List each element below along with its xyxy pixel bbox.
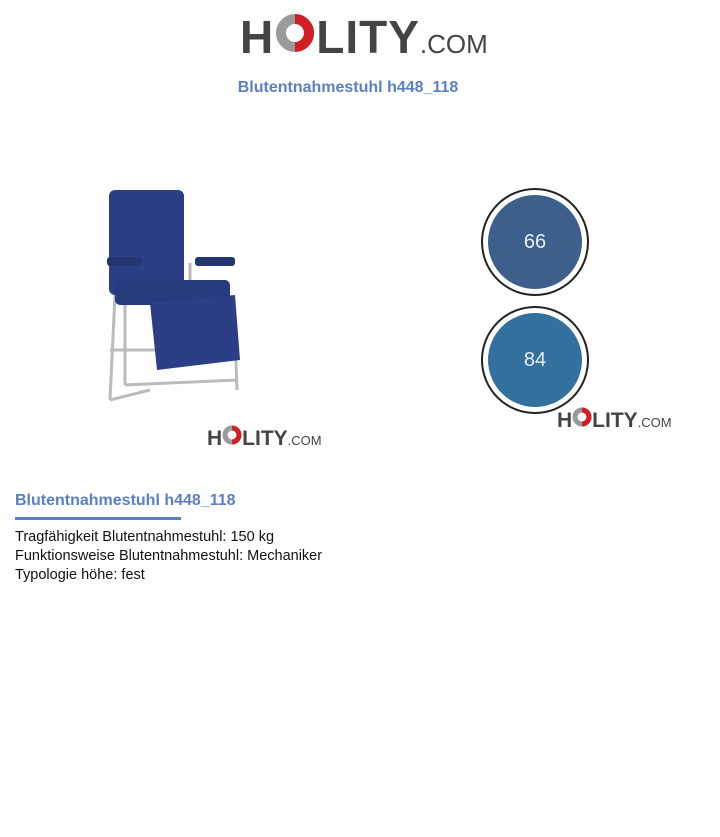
- swatch-label: 84: [488, 313, 582, 407]
- logo-text: LITY: [316, 11, 420, 63]
- logo-text: LITY: [592, 409, 638, 432]
- logo-ring-icon: [222, 425, 242, 451]
- logo-com: .COM: [637, 415, 672, 430]
- spec-item: Funktionsweise Blutentnahmestuhl: Mechaniker: [15, 548, 323, 564]
- spec-list: [15, 528, 322, 585]
- product-title: Blutentnahmestuhl h448_118: [15, 492, 236, 509]
- logo-ring-icon: [572, 407, 592, 433]
- color-swatch[interactable]: [481, 306, 589, 414]
- logo-text: LITY: [242, 427, 288, 450]
- title-underline: [15, 517, 181, 520]
- page-title: Blutentnahmestuhl h448_118: [237, 79, 459, 96]
- spec-item: Tragfähigkeit Blutentnahmestuhl: 150 kg: [15, 529, 275, 545]
- logo-com: .COM: [419, 29, 488, 59]
- holity-watermark-logo: [557, 407, 672, 433]
- logo-com: .COM: [287, 433, 322, 448]
- holity-logo[interactable]: [240, 10, 488, 64]
- logo-letter: H: [557, 409, 573, 432]
- spec-item: Typologie höhe: fest: [15, 567, 145, 583]
- color-swatch[interactable]: [481, 188, 589, 296]
- product-image: [95, 185, 245, 410]
- logo-ring-icon: [274, 10, 316, 64]
- logo-letter: H: [207, 427, 223, 450]
- holity-watermark-logo: [207, 425, 322, 451]
- logo-letter: H: [240, 11, 275, 63]
- swatch-label: 66: [488, 195, 582, 289]
